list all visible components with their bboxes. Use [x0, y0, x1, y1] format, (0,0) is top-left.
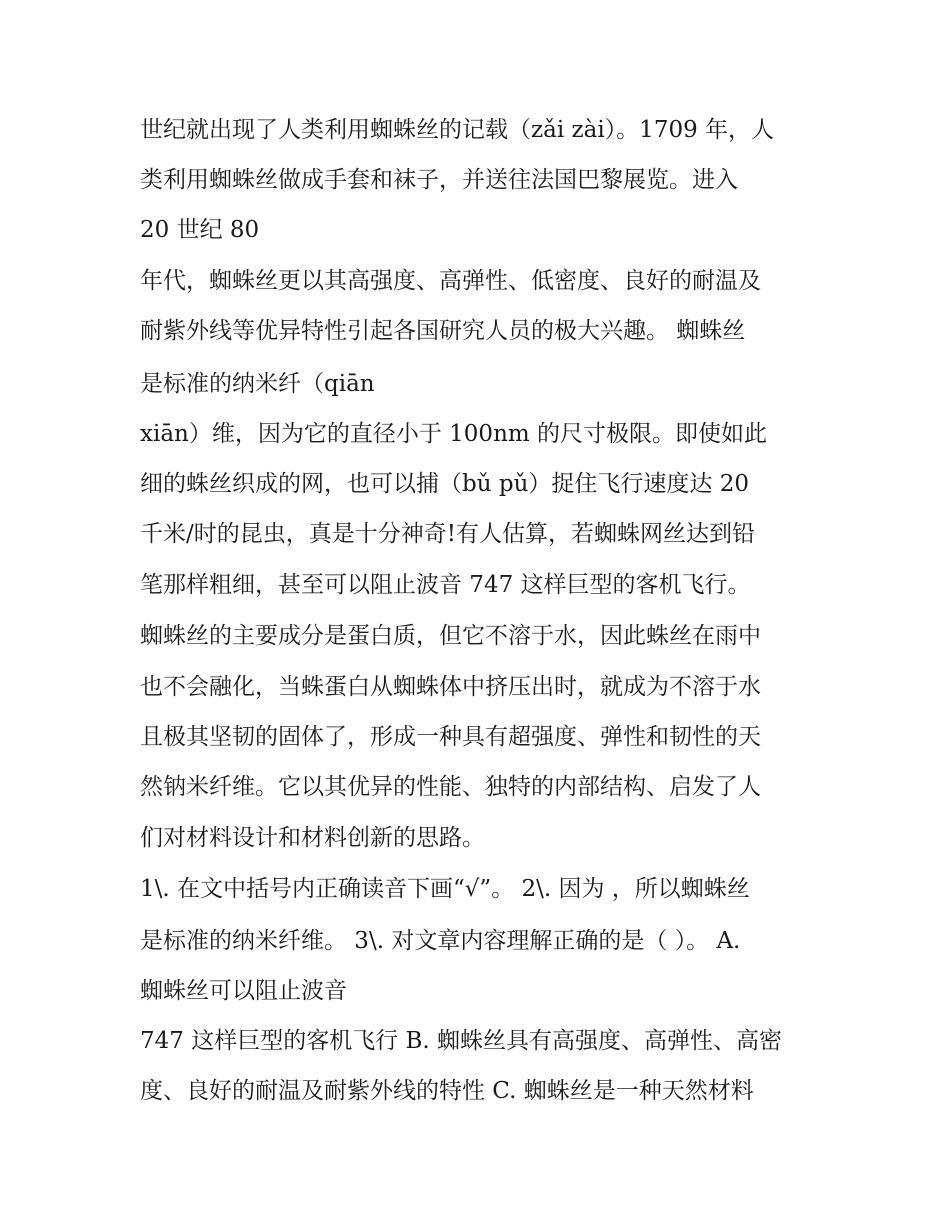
- text-line: 度、良好的耐温及耐紫外线的特性 C. 蜘蛛丝是一种天然材料: [140, 1078, 754, 1104]
- text-line: 耐紫外线等优异特性引起各国研究人员的极大兴趣。 蜘蛛丝: [140, 318, 746, 344]
- text-line: 也不会融化，当蛛蛋白从蜘蛛体中挤压出时，就成为不溶于水: [140, 674, 761, 700]
- text-line: 年代，蜘蛛丝更以其高强度、高弹性、低密度、良好的耐温及: [140, 268, 761, 294]
- text-line: 蜘蛛丝可以阻止波音: [140, 978, 347, 1004]
- text-line: 千米/时的昆虫，真是十分神奇!有人估算，若蜘蛛网丝达到铅: [140, 521, 755, 547]
- text-line: 类利用蜘蛛丝做成手套和袜子，并送往法国巴黎展览。进入: [140, 167, 738, 193]
- text-line: 且极其坚韧的固体了，形成一种具有超强度、弹性和韧性的天: [140, 724, 761, 750]
- text-line: 笔那样粗细，甚至可以阻止波音 747 这样巨型的客机飞行。: [140, 572, 751, 598]
- text-line: 蜘蛛丝的主要成分是蛋白质，但它不溶于水，因此蛛丝在雨中: [140, 623, 761, 649]
- text-line: 1\. 在文中括号内正确读音下画“√”。 2\. 因为 ，所以蜘蛛丝: [140, 876, 750, 902]
- text-line: 747 这样巨型的客机飞行 B. 蜘蛛丝具有高强度、高弹性、高密: [140, 1028, 783, 1054]
- text-line: 细的蛛丝织成的网，也可以捕（bǔ pǔ）捉住飞行速度达 20: [140, 471, 749, 497]
- text-line: 是标准的纳米纤（qiān: [140, 371, 375, 397]
- text-line: 然钠米纤维。它以其优异的性能、独特的内部结构、启发了人: [140, 774, 761, 800]
- text-line: 是标准的纳米纤维。 3\. 对文章内容理解正确的是（ ）。 A.: [140, 928, 741, 954]
- text-line: 世纪就出现了人类利用蜘蛛丝的记载（zǎi zài）。1709 年，人: [140, 117, 775, 143]
- text-line: 们对材料设计和材料创新的思路。: [140, 825, 485, 851]
- text-line: xiān）维，因为它的直径小于 100nm 的尺寸极限。即使如此: [140, 421, 767, 447]
- text-line: 20 世纪 80: [140, 217, 260, 243]
